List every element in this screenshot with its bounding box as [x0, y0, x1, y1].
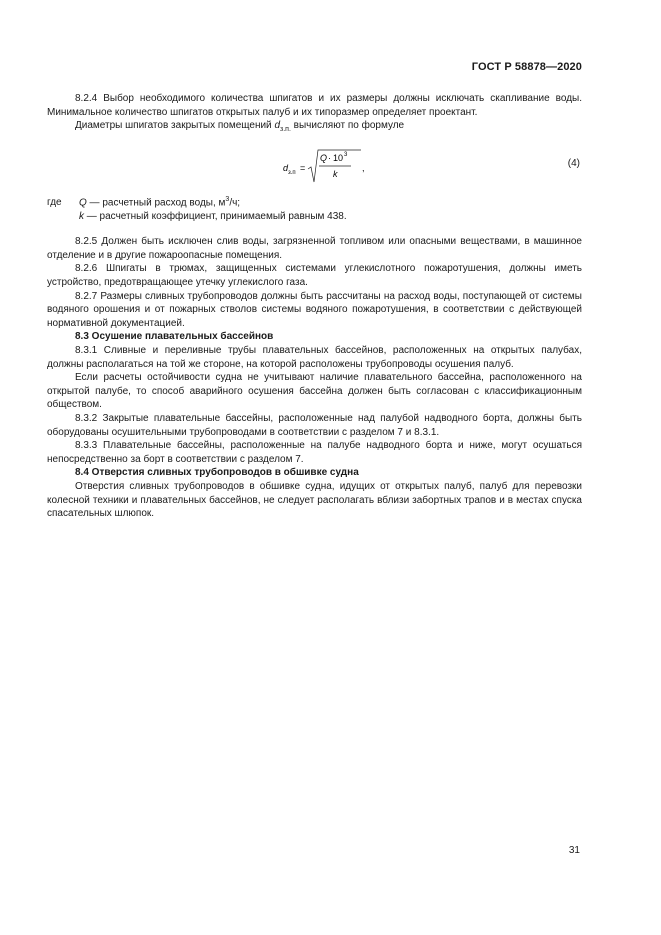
diameter-subscript: з.п. [280, 126, 291, 134]
where-k-symbol: k [79, 210, 84, 222]
paragraph-8-2-6: 8.2.6 Шпигаты в трюмах, защищенных системами углекислотного пожаротушения, должны иметь устройство, предотвращающее утечку углекислого газа. [47, 263, 582, 289]
paragraph-8-3-2: 8.3.2 Закрытые плавательные бассейны, расположенные над палубой надводного борта, должны быть оборудованы осушительными трубопроводами в соответствии с разделом 7 и 8.3.1. [47, 413, 582, 438]
section-heading-8-3: 8.3 Осушение плавательных бассейнов [75, 331, 274, 343]
numerator-q: Q [320, 152, 328, 163]
where-q-symbol: Q [79, 197, 87, 209]
document-code: ГОСТ Р 58878—2020 [471, 61, 582, 73]
page-number: 31 [568, 845, 580, 856]
where-q [47, 193, 582, 210]
paragraph-8-2-5: 8.2.5 Должен быть исключен слив воды, загрязненной топливом или опасными веществами, в машинное отделение и в другие пожароопасные помещения. [47, 236, 582, 261]
diameter-symbol: d [274, 120, 280, 132]
paragraph-8-4: Отверстия сливных трубопроводов в обшивке судна, идущих от открытых палуб, палуб для перевозки колесной техники и плавательных бассейнов, не следует располагать вблизи забортных трапов и в местах спуска спасательных шлюпок. [47, 480, 582, 520]
numerator-dot: · [328, 152, 331, 163]
paragraph-8-2-4: 8.2.4 Выбор необходимого количества шпигатов и их размеры должны исключать скапливание воды. Минимальное количество шпигатов открытых палуб и их типоразмер определяет проектант. [47, 93, 582, 118]
where-q-unit-exponent: 3 [225, 195, 230, 203]
paragraph-8-2-7: 8.2.7 Размеры сливных трубопроводов должны быть рассчитаны на расход воды, поступающей от системы водяного орошения и от пожарных стволов системы водяного пожаротушения, в соответствии с действующей нормативной документацией. [47, 290, 582, 329]
page-body [47, 92, 582, 521]
where-q-text: — расчетный расход воды, м [86, 197, 226, 209]
numerator-base: 10 [333, 152, 344, 163]
where-k [47, 210, 582, 224]
paragraph-8-3-1-continued: Если расчеты остойчивости судна не учитывают наличие плавательного бассейна, расположенного на открытой палубе, то способ аварийного осушения бассейна должен быть согласован с классификационным обществом. [47, 372, 582, 411]
intro-tail: вычисляют по формуле [290, 120, 405, 132]
where-label: где [47, 197, 62, 209]
formula-expression [283, 147, 403, 187]
formula-4 [47, 141, 582, 193]
numerator-exponent: 3 [344, 151, 348, 158]
formula-comma: , [362, 162, 365, 173]
where-k-text: — расчетный коэффициент, принимаемый равным 438. [84, 210, 347, 222]
denominator-k: k [333, 168, 338, 179]
formula-lhs: d [283, 162, 289, 173]
paragraph-8-3-3: 8.3.3 Плавательные бассейны, расположенные на палубе надводного борта и ниже, могут осушаться непосредственно за борт в соответствии с разделом 7. [47, 440, 582, 465]
section-heading-8-4: 8.4 Отверстия сливных трубопроводов в обшивке судна [75, 467, 359, 479]
formula-lhs-subscript: з.п [288, 169, 296, 176]
intro-text: Диаметры шпигатов закрытых помещений [75, 120, 272, 132]
paragraph-8-2-4-formula-intro [47, 119, 582, 137]
formula-equals: = [300, 162, 306, 173]
where-q-unit-tail: /ч; [229, 197, 241, 209]
formula-number: (4) [567, 157, 580, 169]
paragraph-8-3-1: 8.3.1 Сливные и переливные трубы плавательных бассейнов, расположенных на открытых палубах, должны располагаться на той же стороне, на которой расположены трубопроводы осушения палуб. [47, 345, 582, 370]
